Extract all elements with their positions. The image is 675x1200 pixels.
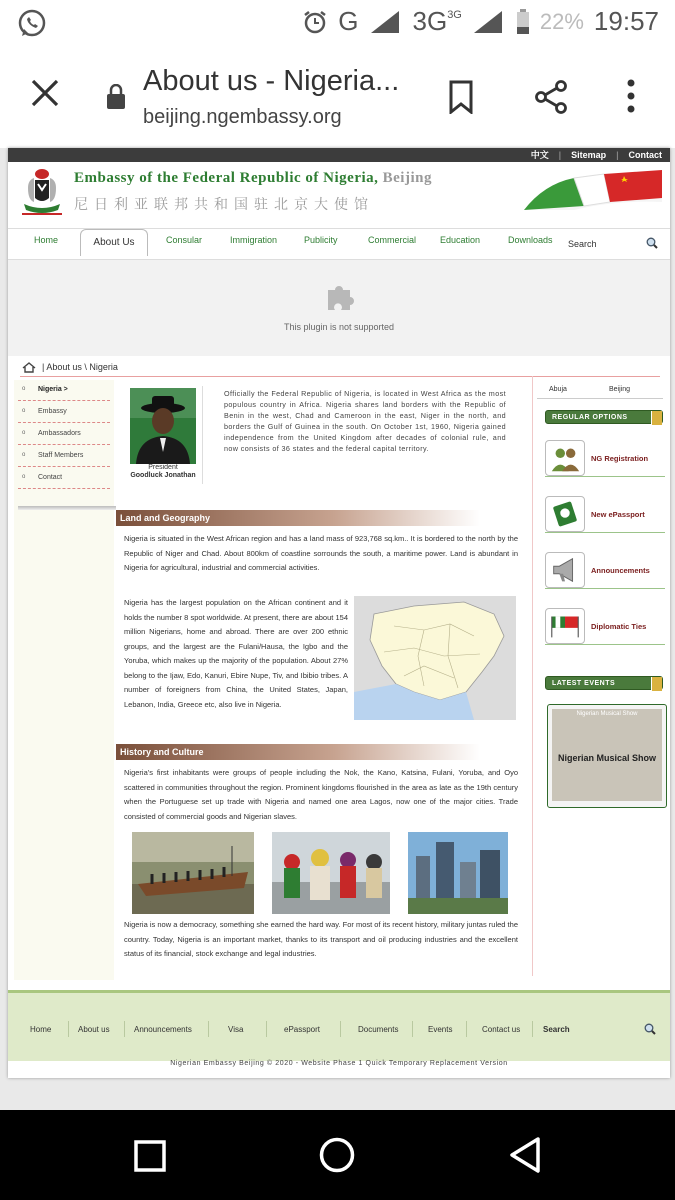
footer-contact-us[interactable]: Contact us (482, 1025, 521, 1034)
left-menu-item-nigeria[interactable]: o Nigeria > (18, 380, 110, 401)
url-host[interactable]: beijing.ngembassy.org (143, 106, 342, 128)
more-options-icon[interactable] (626, 78, 636, 114)
right-sidebar (532, 376, 670, 976)
main-nav (8, 228, 670, 260)
event-title: Nigerian Musical Show (557, 753, 657, 763)
nav-publicity[interactable]: Publicity (304, 235, 338, 245)
page-viewport (0, 148, 675, 1110)
nigeria-map (354, 596, 516, 720)
section-heading-history: History and Culture (116, 744, 480, 760)
festival-photo (272, 832, 390, 914)
clock-time: 19:57 (593, 6, 659, 36)
search-icon[interactable] (646, 237, 658, 249)
nav-downloads[interactable]: Downloads (508, 235, 553, 245)
site-header (8, 162, 670, 228)
option-diplomatic-ties[interactable]: Diplomatic Ties (545, 608, 665, 645)
option-ng-registration[interactable]: NG Registration (545, 440, 665, 477)
tab-beijing[interactable]: Beijing (609, 386, 631, 393)
tab-abuja[interactable]: Abuja (549, 386, 567, 393)
event-card[interactable] (547, 704, 667, 808)
home-button-icon[interactable] (318, 1136, 356, 1174)
nav-search-label[interactable]: Search (568, 239, 597, 249)
option-announcements[interactable]: Announcements (545, 552, 665, 589)
whatsapp-icon (16, 8, 48, 40)
flags-icon (545, 608, 585, 644)
network-3g-label: $3G^{3G}$ (412, 6, 462, 36)
left-menu (14, 380, 114, 980)
left-menu-divider (18, 506, 116, 510)
breadcrumb (20, 360, 660, 377)
history-paragraph-2: Nigeria is now a democracy, something she earned the hard way. For most of its recent history, military juntas ruled the country. Today, Nigeria is an important market, thanks to its transport and oil producing industries and the excellent status of its financial, stock exchange and legal industries. (124, 920, 518, 958)
embassy-title-chinese: 尼日利亚联邦共和国驻北京大使馆 (74, 196, 374, 212)
city-photo (408, 832, 508, 914)
back-icon[interactable] (508, 1136, 542, 1174)
android-nav-bar (0, 1110, 675, 1200)
footer-epassport[interactable]: ePassport (284, 1025, 321, 1034)
footer-search[interactable]: Search (543, 1025, 570, 1034)
page-title[interactable]: About us - Nigeria... (143, 65, 400, 97)
footer-about-us[interactable]: About us (78, 1025, 110, 1034)
close-icon[interactable] (30, 78, 60, 108)
location-tabs (533, 380, 667, 396)
footer-home[interactable]: Home (30, 1025, 52, 1034)
contact-link[interactable]: Contact (628, 150, 662, 160)
network-g-label: G (338, 6, 359, 36)
nav-home[interactable]: Home (34, 235, 59, 245)
battery-icon (516, 9, 530, 35)
embassy-title: Embassy of the Federal Republic of Nigeria, (74, 170, 379, 186)
nav-commercial[interactable]: Commercial (368, 235, 417, 245)
footer-visa[interactable]: Visa (228, 1025, 244, 1034)
megaphone-icon (545, 552, 585, 588)
coat-of-arms-icon[interactable] (18, 166, 66, 218)
site-footer (8, 990, 670, 1061)
left-menu-item-ambassadors[interactable]: o Ambassadors (18, 424, 110, 445)
history-paragraph-1: Nigeria's first inhabitants were groups of people including the Nok, the Kano, Katsina, Fulani, Yoruba, and Oyo scattered in communities throughout the region. Prominent kingdoms flourished in the area as late as the 19th century when the Portuguese set up trade with Nigeria and named one area Lagos, now one of the major cities. Trade consisted of commercial goods and Nigerian slaves. (124, 768, 518, 821)
footer-search-icon[interactable] (644, 1023, 656, 1035)
latest-events-header: LATEST EVENTS (545, 676, 663, 690)
embassy-city: Beijing (382, 170, 432, 186)
footer-events[interactable]: Events (428, 1025, 453, 1034)
flags-banner (514, 166, 664, 216)
bookmark-icon[interactable] (448, 80, 474, 114)
users-icon (545, 440, 585, 476)
regular-options-header: REGULAR OPTIONS (545, 410, 663, 424)
alarm-icon (302, 9, 328, 35)
battery-percent: 22% (539, 8, 584, 34)
nav-consular[interactable]: Consular (166, 235, 203, 245)
plugin-message: This plugin is not supported (283, 322, 395, 332)
nav-immigration[interactable]: Immigration (230, 235, 278, 245)
land-paragraph-2: Nigeria has the largest population on the African continent and it holds the number 8 spot worldwide. At present, there are about 154 million Nigerians, home and abroad. There are over 200 ethnic groups, and the largest are the Fulani/Hausa, the Igbo and the Yoruba, which makes up the majority of the population. About 27% belong to the Ijaw, Edo, Kanuri, Ebire Nupe, Tiv, and Ibibio tribes. A number of foreigners from China, the United States, Japan, Lebanon, India, Greece etc, also live in Nigeria. (124, 598, 348, 709)
home-icon[interactable] (22, 362, 36, 373)
footer-documents[interactable]: Documents (358, 1025, 399, 1034)
intro-paragraph: Officially the Federal Republic of Nigeria, is located in West Africa as the most populous country in Africa. Nigeria shares land borders with the Republic of Benin in the west, Chad and Cameroon in the east, Niger in the north, and borders the Gulf of Guinea in the south. On October 1st, 1960, Nigeria gained independence from the United Kingdom after decades of colonial rule, and now consists of 36 states and the federal capital territory. (224, 389, 506, 453)
event-title-small: Nigerian Musical Show (576, 711, 638, 717)
president-card (126, 386, 203, 484)
browser-toolbar (0, 48, 675, 148)
copyright: Nigerian Embassy Beijing © 2020 - Website Phase 1 Quick Temporary Replacement Version (170, 1060, 508, 1067)
nav-about-us[interactable]: About Us (80, 229, 148, 256)
puzzle-piece-icon (324, 282, 354, 312)
land-paragraph-1: Nigeria is situated in the West African region and has a land mass of 923,768 sq.km.. It is bordered to the north by the Republic of Niger and Chad. About 800km of coastline sorrounds the south, a maritime power. Land is abundant in Nigeria for agricultural, industrial and commercial activities. (124, 534, 518, 572)
recents-icon[interactable] (134, 1140, 166, 1172)
left-menu-item-embassy[interactable]: o Embassy (18, 402, 110, 423)
website (8, 148, 670, 1078)
president-name: Goodluck Jonathan (130, 472, 196, 479)
signal-3g-icon (472, 9, 506, 35)
lang-link[interactable]: 中文 (530, 150, 549, 160)
boat-photo (132, 832, 254, 914)
plugin-placeholder (8, 260, 670, 356)
share-icon[interactable] (534, 80, 568, 114)
footer-announcements[interactable]: Announcements (134, 1025, 192, 1034)
president-photo (130, 388, 196, 464)
passport-icon (545, 496, 585, 532)
left-menu-item-contact[interactable]: o Contact (18, 468, 110, 489)
sitemap-link[interactable]: Sitemap (571, 150, 607, 160)
president-caption: President (148, 464, 178, 471)
signal-icon (369, 9, 403, 35)
left-menu-item-staff-members[interactable]: o Staff Members (18, 446, 110, 467)
lock-icon (106, 84, 126, 110)
option-new-epassport[interactable]: New ePassport (545, 496, 665, 533)
breadcrumb-text[interactable]: | About us \ Nigeria (42, 362, 118, 372)
status-bar (0, 0, 675, 48)
nav-education[interactable]: Education (440, 235, 481, 245)
section-heading-land: Land and Geography (116, 510, 480, 526)
top-strip: 中文 | Sitemap | Contact (8, 148, 670, 162)
